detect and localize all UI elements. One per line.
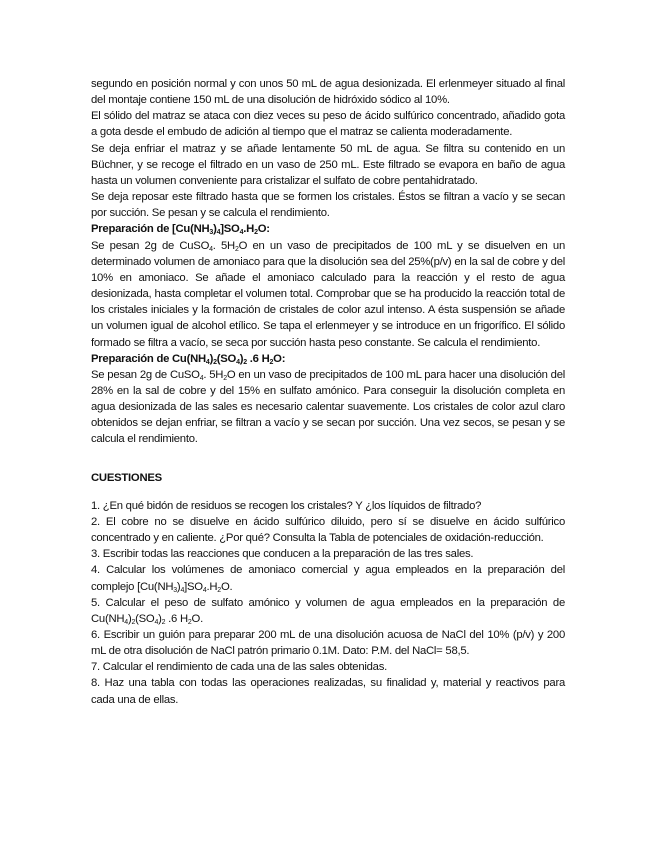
paragraph-ataque-acido: El sólido del matraz se ataca con diez veces su peso de ácido sulfúrico concentrado, añadido gota a gota desde el embudo de adición al tiempo que el matraz se calienta moderadamente. [91,110,565,139]
question-3: 3. Escribir todas las reacciones que conducen a la preparación de las tres sales. [91,548,474,561]
cuestiones-title: CUESTIONES [91,471,162,484]
paragraph-sal-doble-procedimiento: Se pesan 2g de CuSO$_4$. $5H_2O$ en un vaso de precipitados de 100 mL para hacer una disolución del 28% en la sal de cobre y del 15% en sulfato amónico. Para conseguir la disolución completa en agua desionizada de las sales es necesario calentar suavemente. Los cristales de color azul claro obtenidos se dejan enfriar, se filtran a vacío y se secan por succión. Una vez secos, se pesan y se calcula el rendimiento. [91,368,565,446]
paragraph-montaje: segundo en posición normal y con unos 50 mL de agua desionizada. El erlenmeyer situado al final del montaje contiene 150 mL de una disolución de hidróxido sódico al 10%. [91,78,565,107]
document-page [91,76,565,708]
section-heading-complejo: Preparación de $[Cu(NH_3)_4]SO_4.H_2O$: [91,223,270,237]
question-1: 1. ¿En qué bidón de residuos se recogen los cristales? Y ¿los líquidos de filtrado? [91,499,482,512]
paragraph-filtrado: Se deja enfriar el matraz y se añade lentamente 50 mL de agua. Se filtra su contenido en un Büchner, y se recoge el filtrado en un vaso de 250 mL. Este filtrado se evapora en baño de agua hasta un volumen conveniente para cristalizar el sulfato de cobre pentahidratado. [91,142,565,187]
question-5: 5. Calcular el peso de sulfato amónico y volumen de agua empleados en la preparación de $Cu(NH_4)_2(SO_4)_2$ .6 $H_2O$. [91,596,565,626]
question-4: 4. Calcular los volúmenes de amoniaco comercial y agua empleados en la preparación del complejo $[Cu(NH_3)_4]SO_4.H_2O$. [91,564,565,594]
paragraph-complejo-procedimiento: Se pesan 2g de CuSO$_4$. $5H_2O$ en un vaso de precipitados de 100 mL y se disuelven en un determinado volumen de amoniaco para que la disolución sea del 25%(p/v) en la sal de cobre y del 10% en amoniaco. Se añade el amoniaco calculado para la reacción y el resto de agua desionizada, hasta completar el volumen total. Comprobar que se ha producido la reacción total de los cristales iniciales y la formación de cristales de color azul intenso. A ésta suspensión se añade un volumen igual de alcohol etílico. Se tapa el erlenmeyer y se introduce en un frigorífico. El sólido formado se filtra a vacío, se seca por succión hasta peso constante. Se calcula el rendimiento. [91,239,566,349]
question-2: 2. El cobre no se disuelve en ácido sulfúrico diluido, pero sí se disuelve en ácido sulfúrico concentrado y en caliente. ¿Por qué? Consulta la Tabla de potenciales de oxidación-reducción. [91,515,565,545]
question-8: 8. Haz una tabla con todas las operaciones realizadas, su finalidad y, material y reactivos para cada una de ellas. [91,677,565,706]
question-7: 7. Calcular el rendimiento de cada una de las sales obtenidas. [91,661,387,674]
section-heading-sal-doble: Preparación de $Cu(NH_4)_2(SO_4)_2$ .6 $H_2O$: [91,352,286,366]
paragraph-cristales: Se deja reposar este filtrado hasta que se formen los cristales. Éstos se filtran a vacío y se secan por succión. Se pesan y se calcula el rendimiento. [91,191,565,220]
question-6: 6. Escribir un guión para preparar 200 mL de una disolución acuosa de NaCl del 10% (p/v) y 200 mL de otra disolución de NaCl patrón primario 0.1M. Dato: P.M. del NaCl= 58,5. [91,629,565,658]
